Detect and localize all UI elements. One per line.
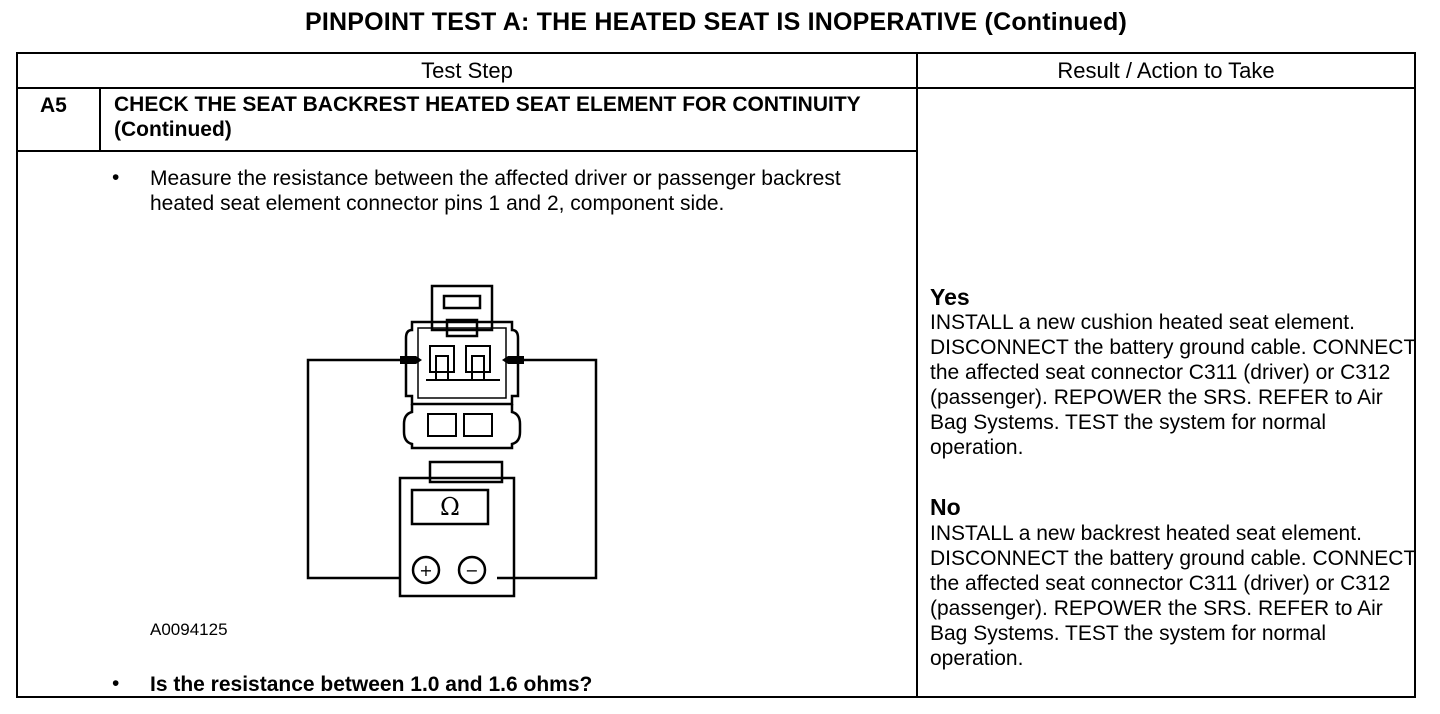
connector-body [406,322,518,404]
step-title: CHECK THE SEAT BACKREST HEATED SEAT ELEMENT FOR CONTINUITY (Continued) [114,93,861,141]
step-id: A5 [40,94,67,117]
result-yes-action: INSTALL a new cushion heated seat element. DISCONNECT the battery ground cable. CONNECT the affected seat connector C311 (driver) or C312 (passenger). REPOWER the SRS. REFER to Air Bag Systems. TEST the system for normal operation. [930,311,1416,459]
connector-housing [404,404,520,448]
pin-1 [430,346,454,372]
result-no-label: No [930,494,961,520]
ohm-symbol: Ω [440,493,460,521]
minus-sign: − [465,561,479,580]
left-test-lead [308,360,401,578]
right-test-lead [497,360,596,578]
plus-sign: + [419,561,433,580]
bullet-icon: • [112,166,120,189]
question-text: Is the resistance between 1.0 and 1.6 ohms? [150,673,593,696]
result-no-action: INSTALL a new backrest heated seat element. DISCONNECT the battery ground cable. CONNECT the affected seat connector C311 (driver) or C312 (passenger). REPOWER the SRS. REFER to Air Bag Systems. TEST the system for normal operation. [930,522,1416,670]
connector-meter-diagram [304,280,614,615]
step-title-divider [18,150,917,152]
step-id-divider [99,89,101,151]
page-title: PINPOINT TEST A: THE HEATED SEAT IS INOPERATIVE (Continued) [305,8,1127,36]
instruction-text: Measure the resistance between the affected driver or passenger backrest heated seat element connector pins 1 and 2, component side. [150,167,841,215]
figure-id: A0094125 [150,620,228,639]
connector-meter-svg [304,280,614,610]
pin-2 [466,346,490,372]
bullet-icon: • [112,672,120,695]
pinpoint-test-table [16,52,1416,698]
header-test-step: Test Step [421,58,513,83]
header-result-action: Result / Action to Take [1057,58,1275,83]
result-yes-label: Yes [930,284,970,310]
